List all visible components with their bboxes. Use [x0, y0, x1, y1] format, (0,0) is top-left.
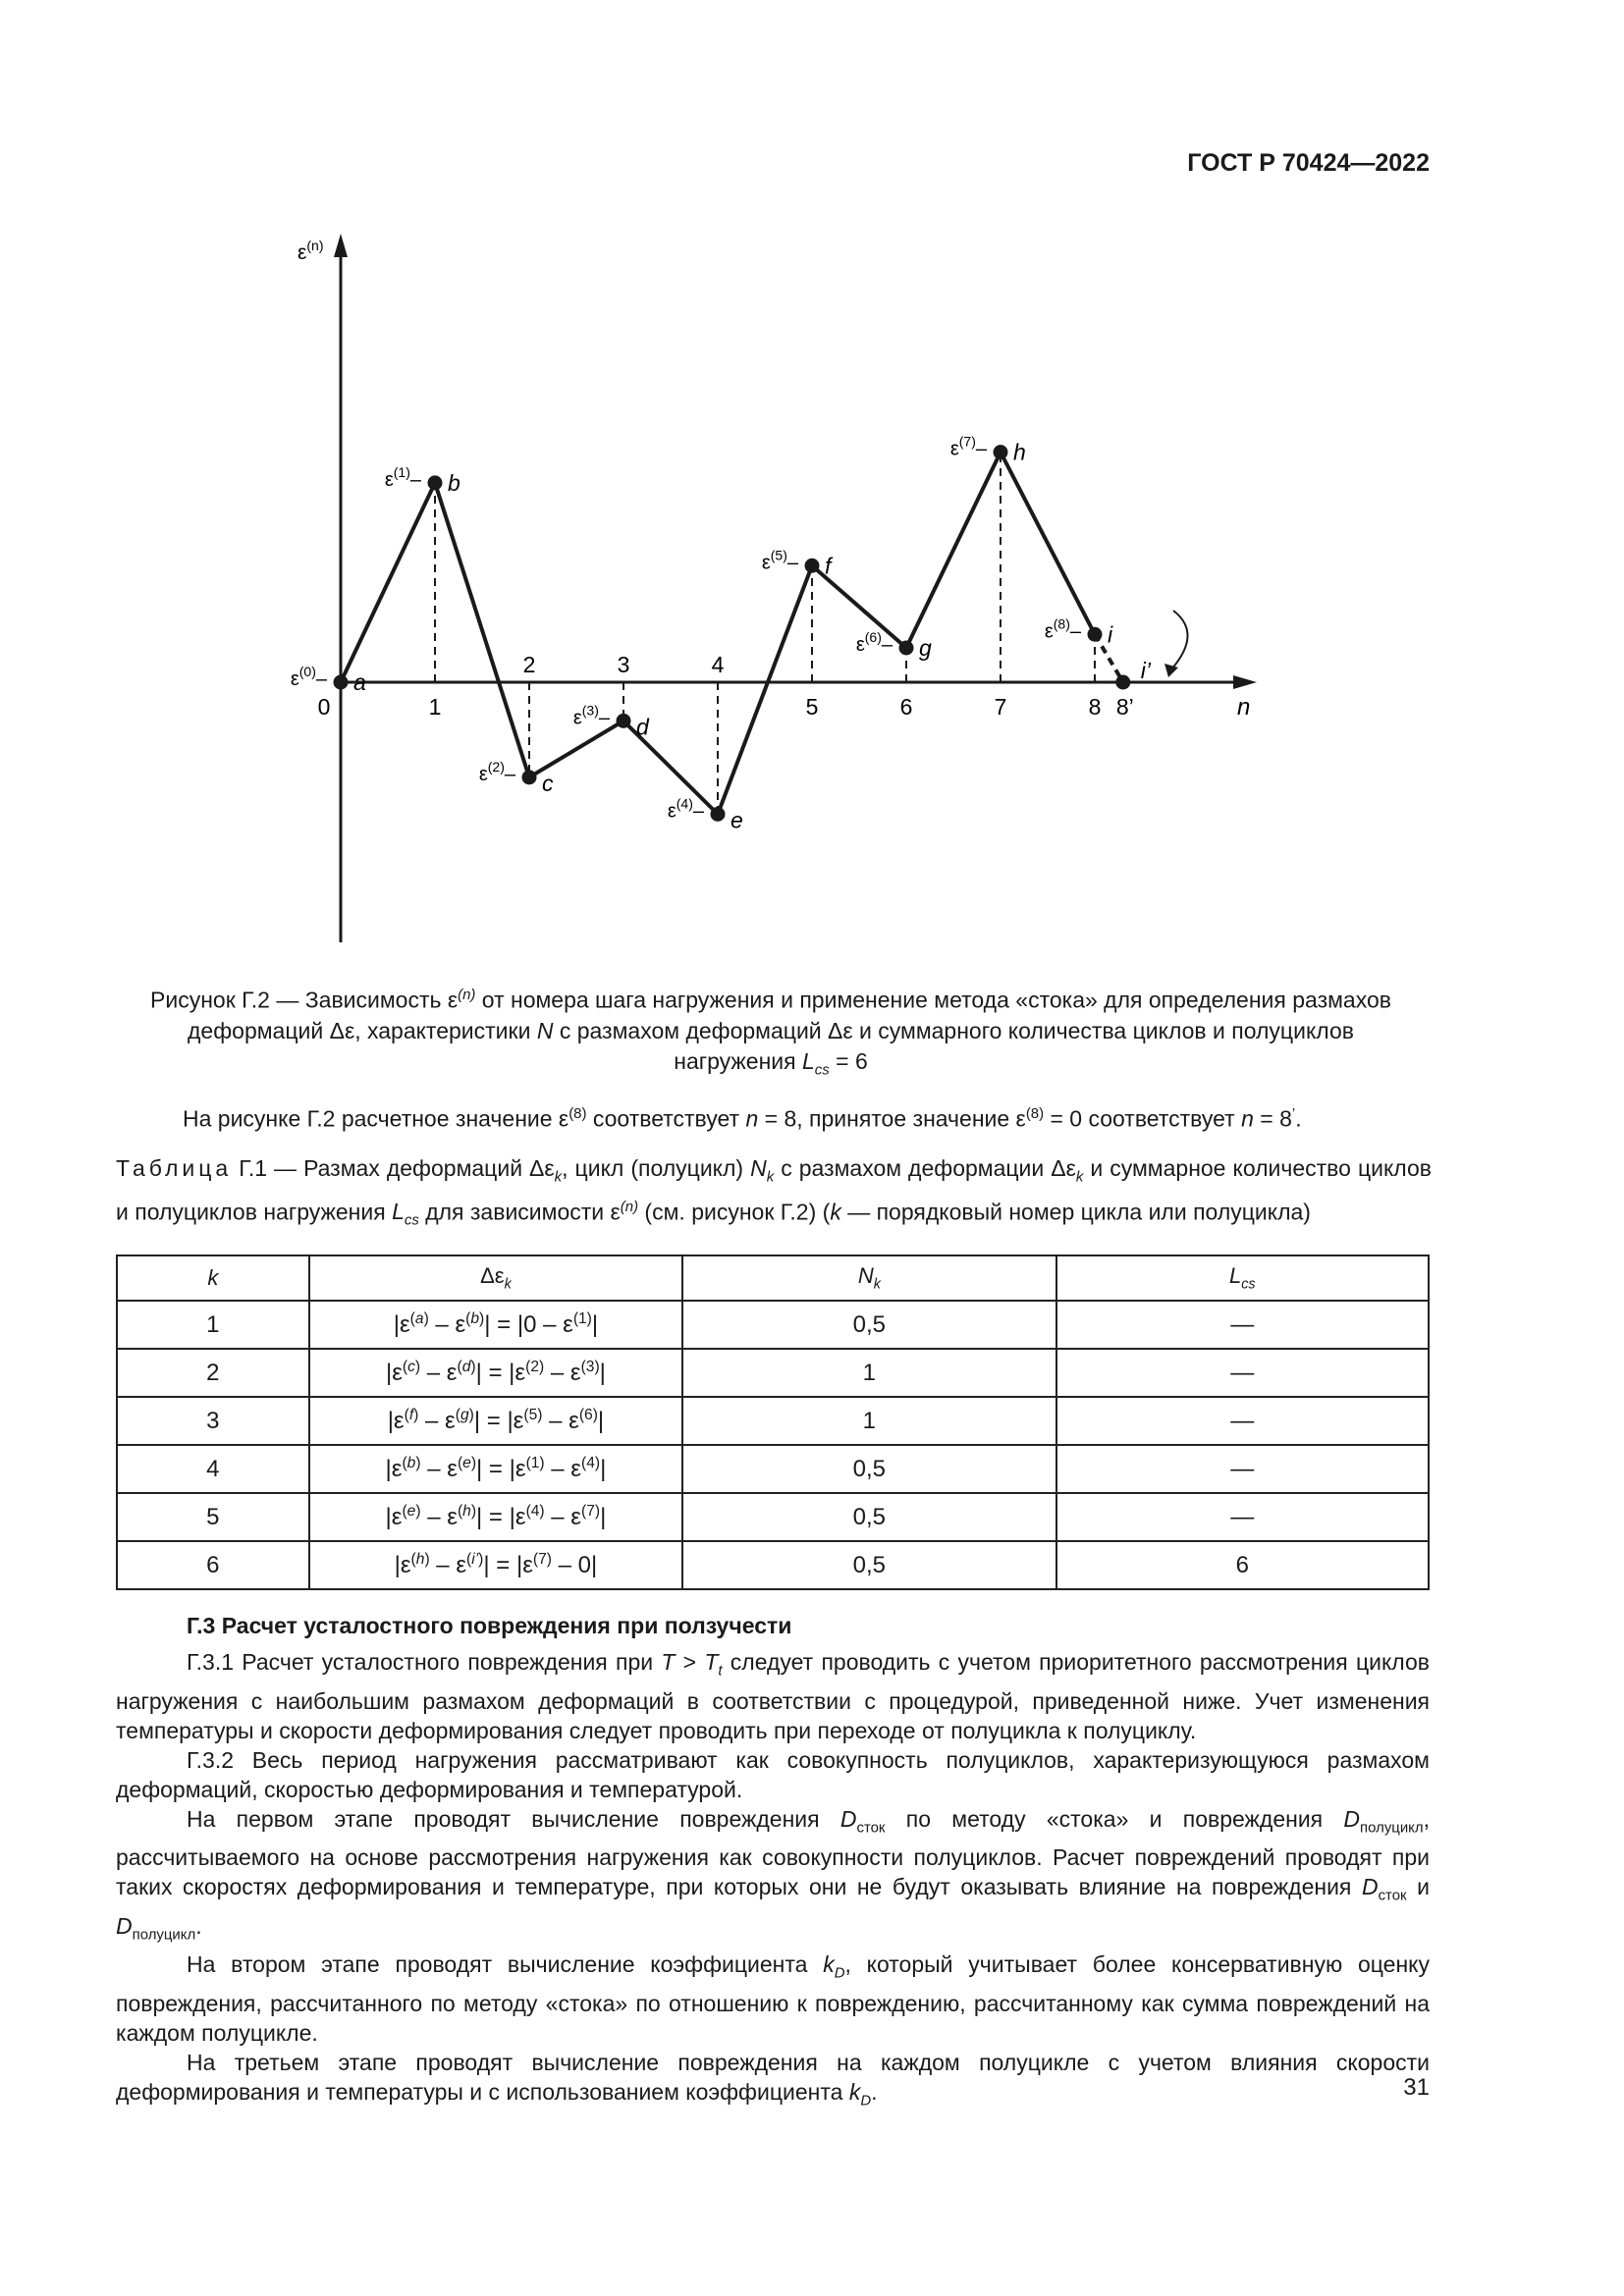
table-row: 1 $|\varepsilon^{(a)} - \varepsilon^{(b)}| = |0 - \varepsilon^{(1)}|$ 0,5 —	[117, 1301, 1429, 1349]
tick-label-8: 8	[1088, 694, 1102, 720]
x-axis-label: n	[1237, 694, 1251, 721]
point-label-d: d	[636, 714, 649, 740]
eps-label-3: $\varepsilon^{(3)}-$	[572, 702, 610, 729]
cycles-table	[116, 1255, 1430, 1590]
x-axis-arrow	[1233, 675, 1257, 689]
tick-label-9: 8’	[1115, 694, 1134, 720]
eps-label-2: $\varepsilon^{(2)}-$	[478, 758, 515, 785]
header-delta-eps: $\Delta\varepsilon_k$	[309, 1255, 682, 1301]
point-e	[711, 807, 726, 822]
point-label-i’: i’	[1140, 658, 1152, 683]
point-b	[428, 475, 443, 490]
document-id: ГОСТ Р 70424—2022	[1187, 149, 1430, 177]
point-label-g: g	[919, 635, 932, 661]
eps-label-8: $\varepsilon^{(8)}-$	[1044, 615, 1081, 643]
section-g3-title: Г.3 Расчет усталостного повреждения при ползучести	[187, 1613, 792, 1638]
header-n: $N_k$	[682, 1255, 1056, 1301]
eps-label-5: $\varepsilon^{(5)}-$	[761, 547, 798, 574]
point-label-c: c	[542, 770, 554, 796]
point-label-i: i	[1108, 621, 1113, 648]
tick-label-6: 6	[899, 694, 913, 720]
sink-arrow-head	[1164, 664, 1178, 677]
point-label-b: b	[448, 469, 460, 496]
tick-label-7: 7	[994, 694, 1007, 720]
tick-label-5: 5	[805, 694, 819, 720]
paragraph-g31: Г.3.1 Расчет усталостного повреждения при $T > T_t$ следует проводить с учетом приоритетного рассмотрения циклов нагружения с наибольшим размахом деформаций в соответствии с процедурой, приведенной ниже. Учет изменения температуры и скорости деформирования следует проводить при переходе от полуцикла к полуциклу.	[116, 1649, 1430, 1743]
tick-label-3: 3	[617, 652, 630, 677]
eps-label-6: $\varepsilon^{(6)}-$	[855, 629, 893, 656]
eps-label-1: $\varepsilon^{(1)}-$	[384, 463, 421, 491]
section-g3-body	[116, 1647, 1430, 2116]
strain-path	[341, 453, 1095, 815]
header-k: k	[117, 1255, 309, 1301]
point-c	[522, 770, 537, 784]
sink-arrow	[1171, 611, 1188, 669]
point-label-h: h	[1013, 439, 1026, 465]
point-i’	[1115, 675, 1130, 690]
paragraph-step3: На третьем этапе проводят вычисление повреждения на каждом полуцикле с учетом влияния скорости деформирования и температуры и с использованием коэффициента $k_D$.	[116, 2049, 1430, 2109]
point-label-e: e	[731, 807, 743, 833]
table-row: 6 $|\varepsilon^{(h)} - \varepsilon^{(i’)}| = |\varepsilon^{(7)} - 0|$ 0,5 6	[117, 1541, 1429, 1589]
figure-note: На рисунке Г.2 расчетное значение $\varepsilon^{(8)}$ соответствует n = 8, принятое значение $\varepsilon^{(8)} = 0$ соответствует n = 8’.	[183, 1105, 1302, 1132]
header-lcs: $L_{cs}$	[1056, 1255, 1429, 1301]
y-axis-label: $\varepsilon^{(n)}$	[298, 238, 324, 264]
table-row: 5 $|\varepsilon^{(e)} - \varepsilon^{(h)}| = |\varepsilon^{(4)} - \varepsilon^{(7)}|$ 0,5 —	[117, 1493, 1429, 1541]
point-h	[994, 445, 1008, 459]
page-number: 31	[1403, 2074, 1430, 2101]
tick-label-4: 4	[711, 652, 725, 677]
tick-label-1: 1	[428, 694, 442, 720]
paragraph-step1: На первом этапе проводят вычисление повреждения $D_{сток}$ по методу «стока» и повреждения $D_{полуцикл}$, рассчитываемого на основе рассмотрения нагружения как совокупности полуциклов. Расчет повреждений проводят при таких скоростях деформирования и температуре, при которых они не будут оказывать влияние на повреждения $D_{сток}$ и $D_{полуцикл}$.	[116, 1805, 1430, 1944]
eps-label-4: $\varepsilon^{(4)}-$	[667, 795, 704, 823]
table-caption: Таблица Г.1 — Размах деформаций $\Delta\varepsilon_k$, цикл (полуцикл) $N_k$ с размахом деформации $\Delta\varepsilon_k$ и суммарное количество циклов и полуциклов нагружения $L_{cs}$ для зависимости $\varepsilon^{(n)}$ (см. рисунок Г.2) (k — порядковый номер цикла или полуцикла)	[116, 1155, 1432, 1229]
table-row: 2 $|\varepsilon^{(c)} - \varepsilon^{(d)}| = |\varepsilon^{(2)} - \varepsilon^{(3)}|$ 1 —	[117, 1349, 1429, 1397]
point-a	[334, 675, 349, 690]
tick-label-2: 2	[522, 652, 536, 677]
table-header-row	[117, 1255, 1429, 1301]
strain-diagram	[0, 0, 1624, 962]
point-f	[805, 559, 820, 573]
eps-label-0: $\varepsilon^{(0)}-$	[290, 664, 327, 690]
point-label-f: f	[825, 553, 832, 579]
y-axis-arrow	[334, 234, 348, 257]
point-i	[1088, 627, 1103, 642]
figure-caption: Рисунок Г.2 — Зависимость $\varepsilon^{(n)}$ от номера шага нагружения и применение метода «стока» для определения размахов деформаций Δε, характеристики N с размахом деформаций Δε и суммарного количества циклов и полуциклов нагружения $L_{cs} = 6$	[150, 987, 1391, 1079]
point-g	[899, 641, 914, 656]
paragraph-g32: Г.3.2 Весь период нагружения рассматривают как совокупность полуциклов, характеризующуюся размахом деформаций, скоростью деформирования и температурой.	[116, 1746, 1430, 1802]
point-label-a: a	[353, 669, 366, 695]
point-markers	[334, 445, 1131, 822]
point-d	[617, 714, 631, 728]
eps-label-7: $\varepsilon^{(7)}-$	[949, 433, 987, 460]
tick-label-0: 0	[317, 694, 331, 720]
paragraph-step2: На втором этапе проводят вычисление коэффициента $k_D$, который учитывает более консервативную оценку повреждения, рассчитанного по методу «стока» по отношению к повреждению, рассчитанному как сумма повреждений на каждом полуцикле.	[116, 1951, 1431, 2046]
table-row: 3 $|\varepsilon^{(f)} - \varepsilon^{(g)}| = |\varepsilon^{(5)} - \varepsilon^{(6)}|$ 1 —	[117, 1397, 1429, 1445]
drop-lines	[435, 453, 1095, 815]
table-row: 4 $|\varepsilon^{(b)} - \varepsilon^{(e)}| = |\varepsilon^{(1)} - \varepsilon^{(4)}|$ 0,5 —	[117, 1445, 1429, 1493]
